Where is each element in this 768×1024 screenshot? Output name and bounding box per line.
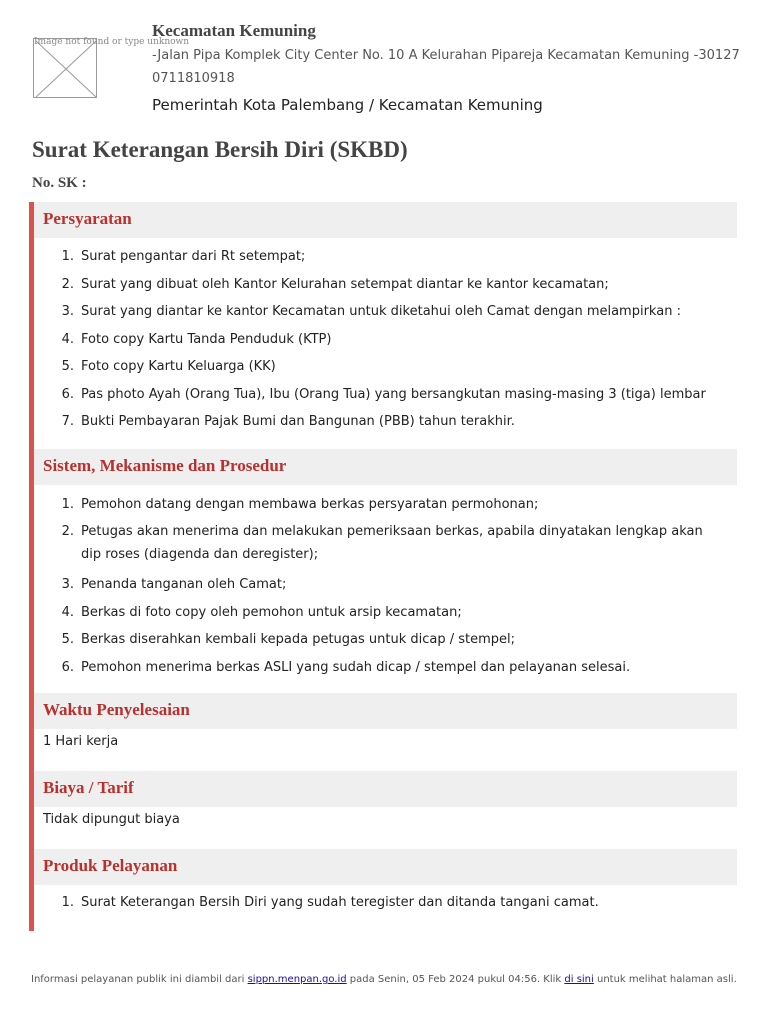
list-item: 7. Bukti Pembayaran Pajak Bumi dan Bangunan (PBB) tahun terakhir. xyxy=(61,414,515,429)
section-title: Biaya / Tarif xyxy=(43,778,134,797)
list-item: 6. Pemohon menerima berkas ASLI yang sudah dicap / stempel dan pelayanan selesai. xyxy=(61,659,631,675)
list-item: 2. Petugas akan menerima dan melakukan pemeriksaan berkas, apabila dinyatakan lengkap akan dip roses (diagenda dan deregister); xyxy=(61,524,703,562)
broken-image-icon xyxy=(34,39,98,99)
section-header-produk xyxy=(34,849,737,885)
org-name: Kecamatan Kemuning xyxy=(152,21,316,40)
list-item: 1. Surat Keterangan Bersih Diri yang sudah teregister dan ditanda tangani camat. xyxy=(61,895,599,910)
original-page-link[interactable]: di sini xyxy=(564,974,594,985)
list-item: 1. Pemohon datang dengan membawa berkas persyaratan permohonan; xyxy=(61,497,539,512)
breadcrumb: Pemerintah Kota Palembang / Kecamatan Kemuning xyxy=(152,96,543,114)
logo-alt-text: Image not found or type unknown xyxy=(34,37,190,47)
section-title: Produk Pelayanan xyxy=(43,856,178,875)
list-item: 6. Pas photo Ayah (Orang Tua), Ibu (Orang Tua) yang bersangkutan masing-masing 3 (tiga) lembar xyxy=(61,386,706,402)
section-title: Persyaratan xyxy=(43,209,132,228)
list-item: 2. Surat yang dibuat oleh Kantor Kelurahan setempat diantar ke kantor kecamatan; xyxy=(61,276,609,292)
prosedur-list xyxy=(34,496,714,676)
produk-list xyxy=(34,894,714,911)
section-title: Sistem, Mekanisme dan Prosedur xyxy=(43,456,287,475)
section-title: Waktu Penyelesaian xyxy=(43,700,190,719)
biaya-value: Tidak dipungut biaya xyxy=(43,812,180,827)
org-phone: 0711810918 xyxy=(152,71,235,86)
persyaratan-list xyxy=(34,248,714,430)
section-header-persyaratan xyxy=(34,202,737,238)
footer-note: Informasi pelayanan publik ini diambil dari sippn.menpan.go.id pada Senin, 05 Feb 2024 pukul 04:56. Klik di sini untuk melihat halaman asli. xyxy=(31,974,737,985)
section-header-prosedur xyxy=(34,449,737,485)
sk-number: No. SK : xyxy=(32,175,87,191)
section-header-waktu xyxy=(34,693,737,729)
list-item: 1. Surat pengantar dari Rt setempat; xyxy=(61,249,306,264)
list-item: 5. Berkas diserahkan kembali kepada petugas untuk dicap / stempel; xyxy=(61,632,516,647)
list-item: 4. Berkas di foto copy oleh pemohon untuk arsip kecamatan; xyxy=(61,604,462,620)
list-item: 4. Foto copy Kartu Tanda Penduduk (KTP) xyxy=(61,331,332,347)
org-address: -Jalan Pipa Komplek City Center No. 10 A Kelurahan Pipareja Kecamatan Kemuning -30127 xyxy=(152,48,740,63)
list-item: 3. Surat yang diantar ke kantor Kecamatan untuk diketahui oleh Camat dengan melampirkan : xyxy=(61,304,681,319)
source-link[interactable]: sippn.menpan.go.id xyxy=(247,974,347,985)
waktu-value: 1 Hari kerja xyxy=(43,734,119,749)
page-title: Surat Keterangan Bersih Diri (SKBD) xyxy=(32,137,408,162)
section-header-biaya xyxy=(34,771,737,807)
list-item: 3. Penanda tanganan oleh Camat; xyxy=(61,577,287,592)
list-item: 5. Foto copy Kartu Keluarga (KK) xyxy=(61,359,276,374)
service-content xyxy=(29,202,737,931)
logo-placeholder xyxy=(33,38,97,98)
